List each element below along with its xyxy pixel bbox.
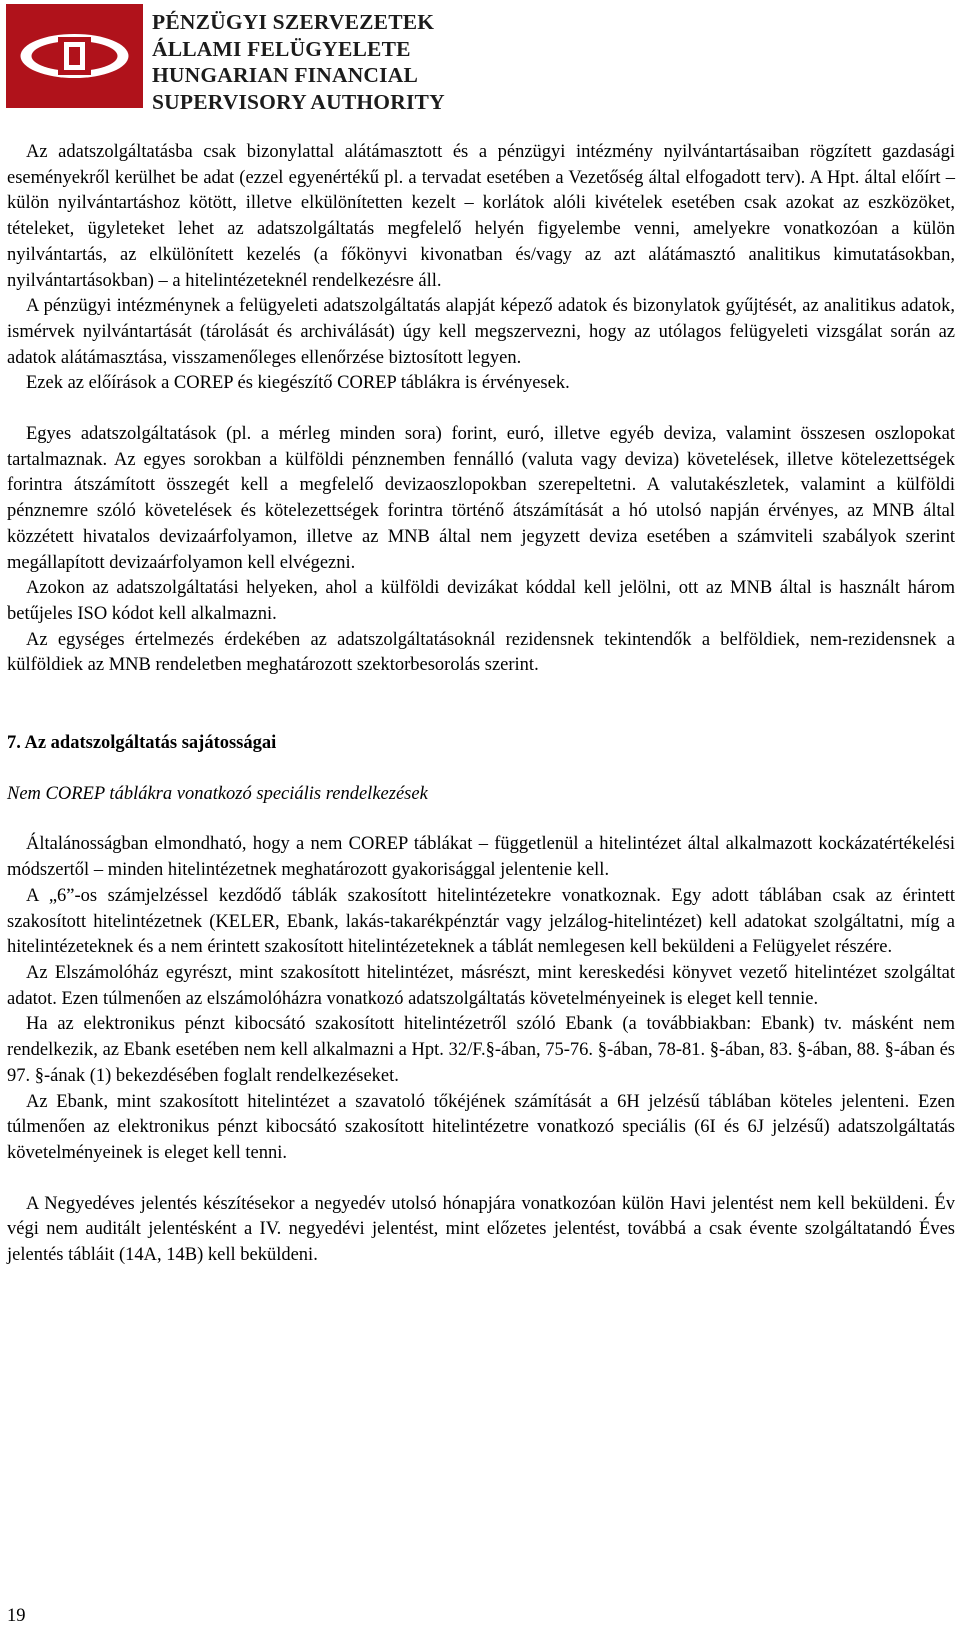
paragraph-12: A Negyedéves jelentés készítésekor a negyedév utolsó hónapjára vonatkozóan külön Havi jelentést nem kell beküldeni. Év végi nem auditált jelentésként a IV. negyedévi jelentést, mint előzetes jelentést, továbbá a csak évente szolgáltatandó Éves jelentés tábláit (14A, 14B) kell beküldeni. xyxy=(7,1193,955,1266)
section-title: 7. Az adatszolgáltatás sajátosságai xyxy=(7,733,277,754)
paragraph-1: Az adatszolgáltatásba csak bizonylattal alátámasztott és a pénzügyi intézmény nyilvántartásaiban rögzített gazdasági eseményekről kerülhet be adat (ezzel egyenértékű pl. a tervadat esetében a Vezetőség által elfogadott terv). A Hpt. által előírt – külön nyilvántartáshoz kötött, illetve elkülönítetten kezelt – korlátok alóli kivételek esetében csak azokat az eszközöket, tételeket, ügyleteket lehet az adatszolgáltatás megfelelő helyén figyelembe venni, amelyekre vonatkozóan a külön nyilvántartás, az elkülönített kezelés (a főkönyvi kivonatban és/vagy az azt alátámasztó analitikus kimutatásokban, nyilvántartásokban) – a hitelintézeteknél rendelkezésre áll. xyxy=(7,142,955,291)
page-number: 19 xyxy=(7,1606,26,1626)
paragraph-8: A „6”-os számjelzéssel kezdődő táblák szakosított hitelintézetekre vonatkoznak. Egy adott táblában csak az érintett szakosított hitelintézetnek (KELER, Ebank, lakás-takarékpénztár vagy jelzálog-hitelintézet) kell adatokat szolgáltatni, míg a hitelintézeteknek és a nem érintett szakosított hitelintézeteknek a táblát nemlegesen kell beküldeni a Felügyelet részére. xyxy=(7,885,955,958)
paragraph-6: Az egységes értelmezés érdekében az adatszolgáltatásoknál rezidensnek tekintendők a belföldiek, nem-rezidensnek a külföldiek az MNB rendeletben meghatározott szektorbesorolás szerint. xyxy=(7,629,955,676)
paragraph-2: A pénzügyi intézménynek a felügyeleti adatszolgáltatás alapját képező adatok és bizonylatok gyűjtését, az analitikus adatok, ismérvek nyilvántartását (tárolását és archiválását) úgy kell megszervezni, hogy az utólagos felügyeleti vizsgálat során az adatok alátámasztása, visszamenőleges ellenőrzése biztosított legyen. xyxy=(7,296,955,368)
paragraph-9: Az Elszámolóház egyrészt, mint szakosított hitelintézet, másrészt, mint kereskedési könyvet vezető hitelintézet szolgáltat adatot. Ezen túlmenően az elszámolóházra vonatkozó adatszolgáltatás követelményeinek is eleget kell tennie. xyxy=(7,962,955,1009)
paragraph-10: Ha az elektronikus pénzt kibocsátó szakosított hitelintézetről szóló Ebank (a továbbiakban: Ebank) tv. másként nem rendelkezik, az Ebank esetében nem kell alkalmazni a Hpt. 32/F.§-ában, 75-76. §-ában, 78-81. §-ában, 83. §-ában, 88. §-ában és 97. §-ának (1) bekezdésében foglalt rendelkezéseket. xyxy=(7,1014,955,1086)
paragraph-4: Egyes adatszolgáltatások (pl. a mérleg minden sora) forint, euró, illetve egyéb deviza, valamint összesen oszlopokat tartalmaznak. Az egyes sorokban a külföldi pénznemben fennálló (valuta vagy deviza) követelések, illetve kötelezettségek forintra átszámított összegét kell a megfelelő devizaoszlopokban szerepeltetni. A valutakészletek, valamint a külföldi pénznemre szóló követelések és kötelezettségek forintra történő átszámítását a hó utolsó napján érvényes, az MNB által közzétett hivatalos devizaárfolyamon, illetve az MNB által nem jegyzett deviza esetében a számviteli szabályok szerint megállapított devizaárfolyamon kell elvégezni. xyxy=(7,424,955,573)
org-name-line-2: ÁLLAMI FELÜGYELETE xyxy=(152,36,411,61)
logo-emblem-icon xyxy=(6,4,143,108)
section-subtitle: Nem COREP táblákra vonatkozó speciális rendelkezések xyxy=(7,783,428,804)
spacer xyxy=(7,757,955,782)
spacer xyxy=(7,1167,955,1192)
spacer xyxy=(7,679,955,731)
page-header xyxy=(6,4,445,114)
spacer xyxy=(7,397,955,422)
paragraph-3: Ezek az előírások a COREP és kiegészítő COREP táblákra is érvényesek. xyxy=(26,373,570,394)
org-name-line-3: HUNGARIAN FINANCIAL xyxy=(152,63,418,87)
paragraph-5: Azokon az adatszolgáltatási helyeken, ahol a külföldi devizákat kóddal kell jelölni, ott az MNB által is használt három betűjeles ISO kódot kell alkalmazni. xyxy=(7,578,955,624)
organization-name xyxy=(152,9,445,115)
spacer xyxy=(7,807,955,832)
paragraph-7: Általánosságban elmondható, hogy a nem COREP táblákat – függetlenül a hitelintézet által alkalmazott kockázatértékelési módszertől – minden hitelintézetnek meghatározott gyakorisággal jelentenie kell. xyxy=(7,834,955,881)
paragraph-11: Az Ebank, mint szakosított hitelintézet a szavatoló tőkéjének számítását a 6H jelzésű táblában köteles jelenteni. Ezen túlmenően az elektronikus pénzt kibocsátó szakosított hitelintézetre vonatkozó speciális (6I és 6J jelzésű) adatszolgáltatás követelményeinek is eleget kell tenni. xyxy=(7,1091,955,1163)
document-body xyxy=(7,140,955,1269)
authority-logo xyxy=(6,4,143,108)
org-name-line-1: PÉNZÜGYI SZERVEZETEK xyxy=(152,10,435,34)
org-name-line-4: SUPERVISORY AUTHORITY xyxy=(152,89,445,114)
